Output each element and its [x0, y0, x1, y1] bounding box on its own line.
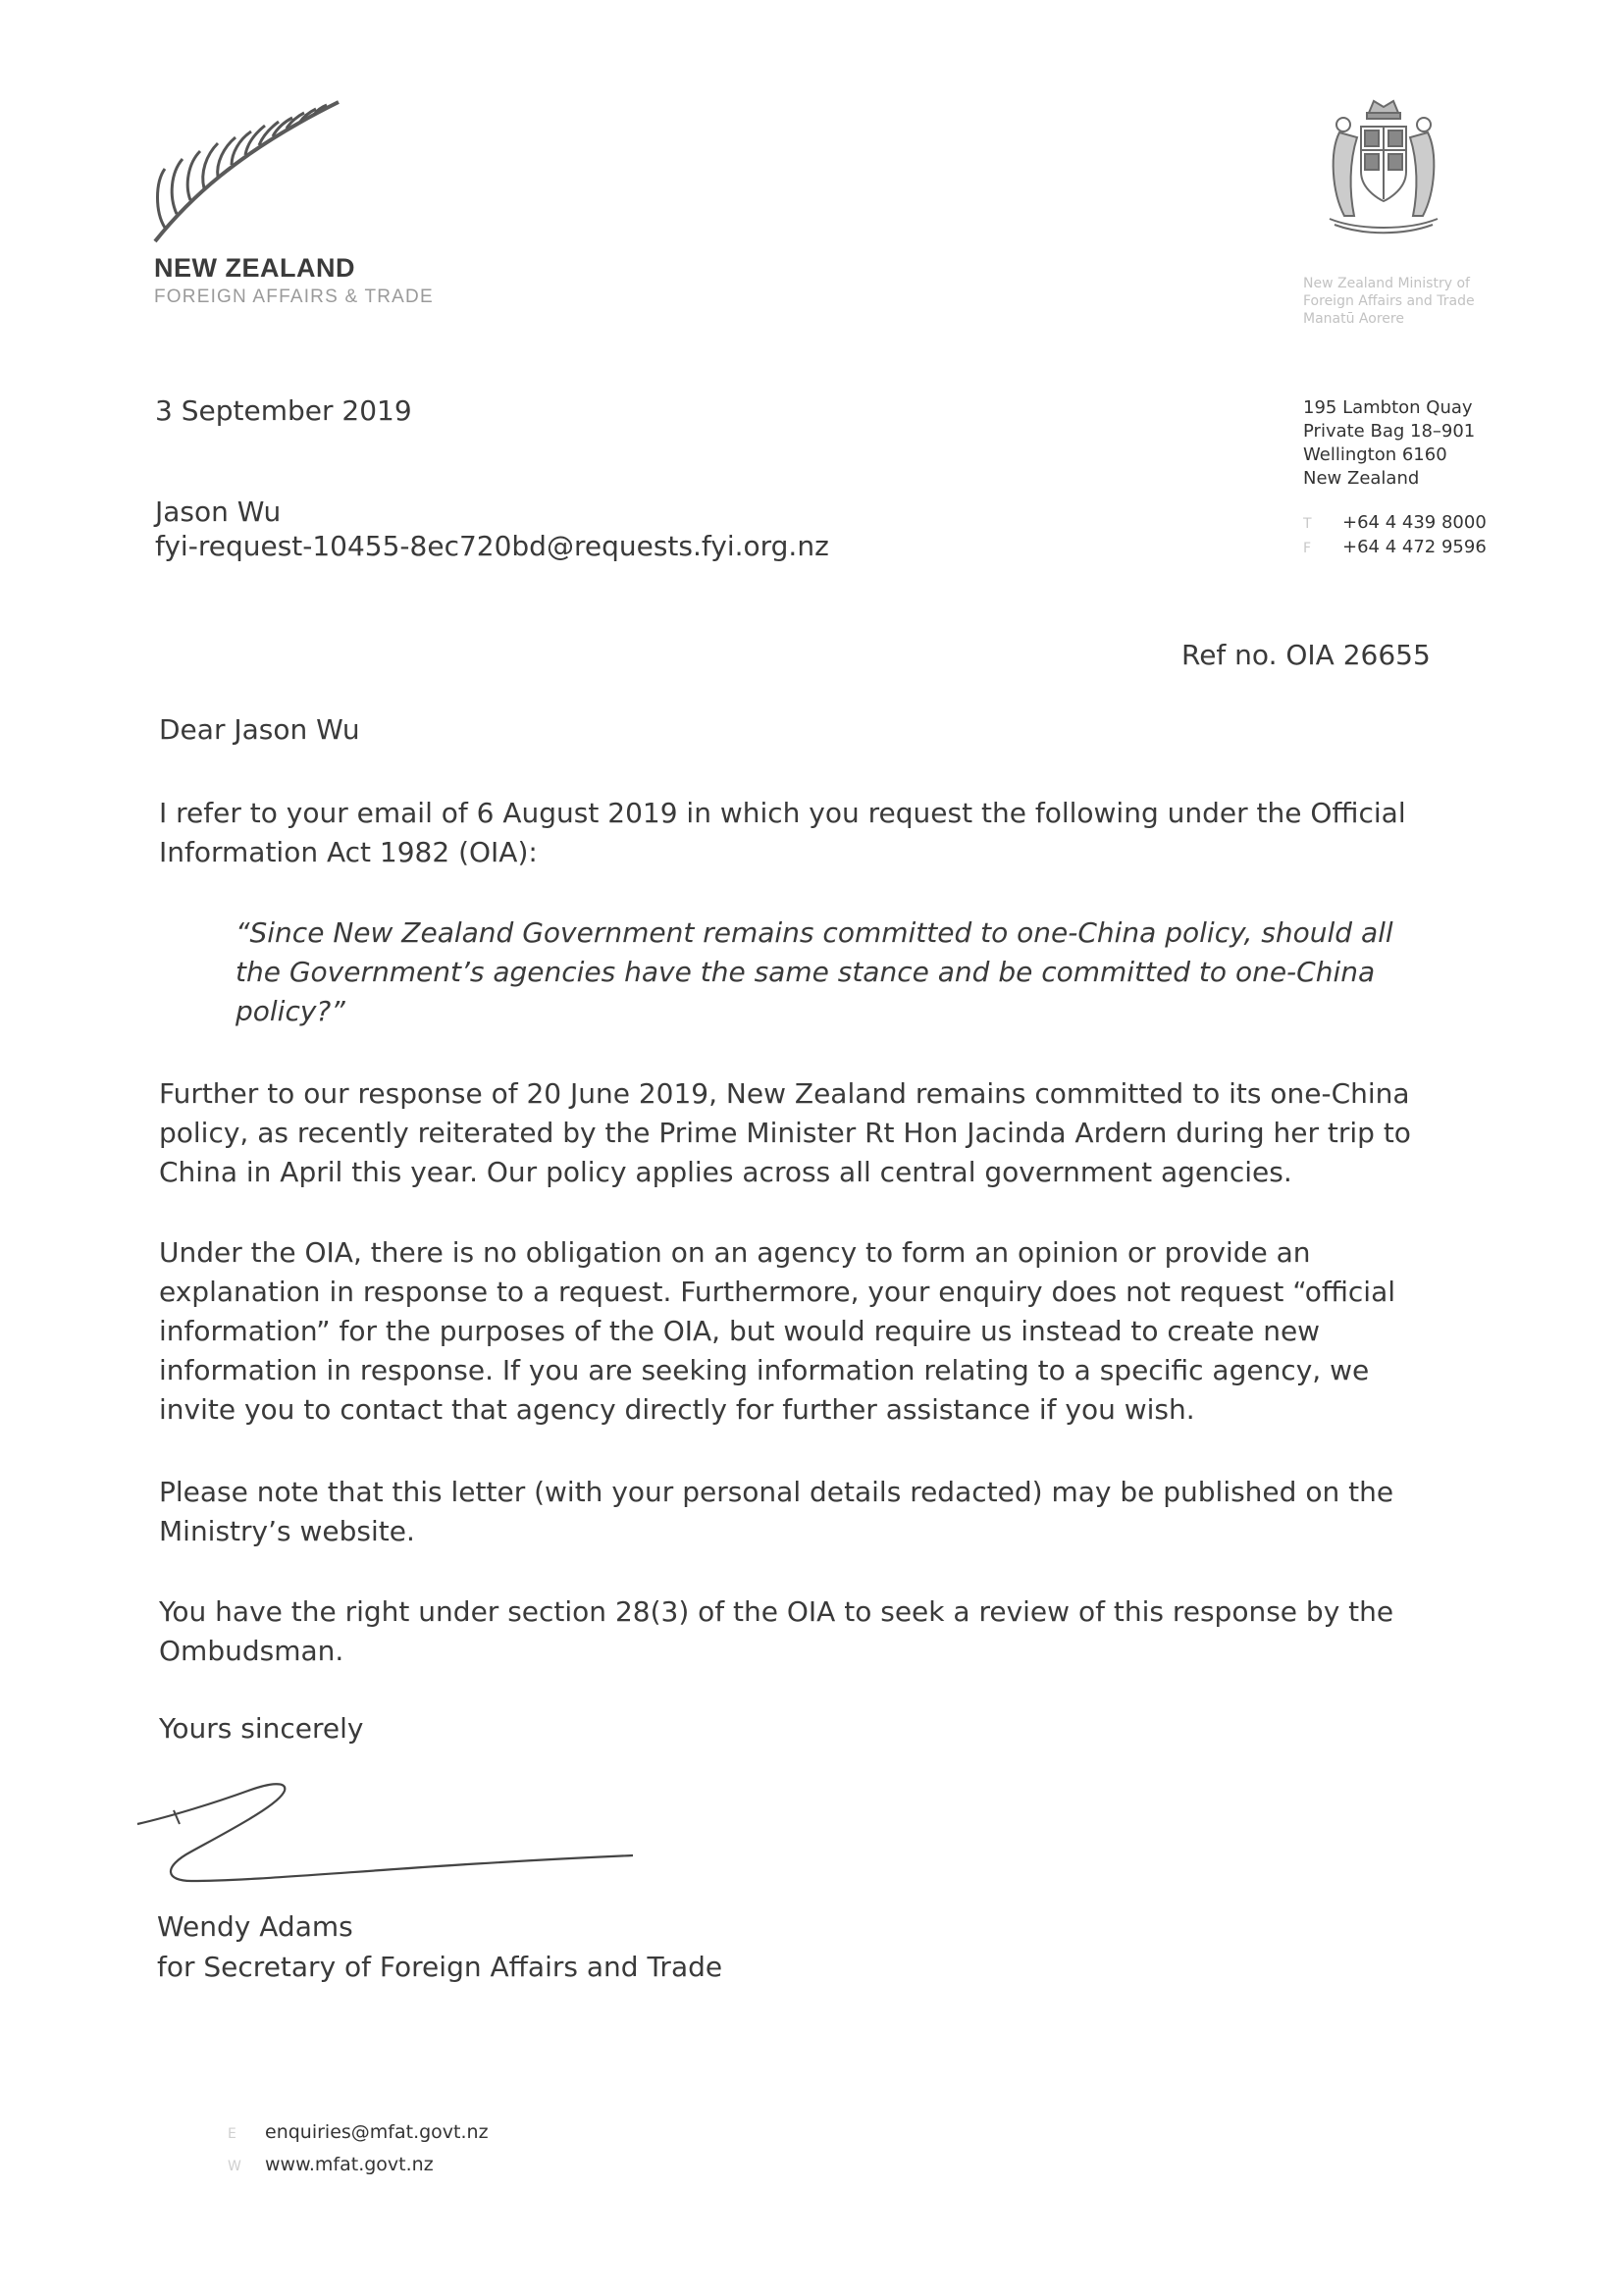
web-label: W [228, 2159, 241, 2174]
fern-logo-icon [147, 94, 363, 251]
address-line: New Zealand [1303, 468, 1420, 489]
paragraph-oia: Under the OIA, there is no obligation on an agency to form an opinion or provide an explanation in response to a request. Furthermore, your enquiry does not request “official information” for the purposes of the OIA, but would require us instead to create new information in response. If you are seeking information relating to a specific agency, we invite you to contact that agency directly for further assistance if you wish. [159, 1236, 1395, 1426]
coat-of-arms-icon [1300, 93, 1467, 240]
signer-name: Wendy Adams [157, 1910, 353, 1943]
ministry-line: Foreign Affairs and Trade [1303, 293, 1475, 309]
signer-title: for Secretary of Foreign Affairs and Trade [157, 1951, 723, 1983]
signature [132, 1761, 643, 1894]
address-line: Wellington 6160 [1303, 444, 1447, 465]
email-label: E [228, 2126, 236, 2142]
paragraph-request: I refer to your email of 6 August 2019 in which you request the following under the Official Information Act 1982 (OIA): [159, 797, 1406, 868]
salutation: Dear Jason Wu [159, 713, 360, 746]
phone-number: +64 4 439 8000 [1342, 512, 1487, 533]
footer-contacts [228, 2117, 489, 2182]
paragraph-publication: Please note that this letter (with your personal details redacted) may be published on the Ministry’s website. [159, 1476, 1394, 1547]
contact-block [1303, 511, 1487, 560]
letter-date: 3 September 2019 [155, 394, 412, 427]
reference-number: Ref no. OIA 26655 [1181, 639, 1431, 671]
quoted-request: “Since New Zealand Government remains committed to one-China policy, should all the Government’s agencies have the same stance and be committed to one-China policy?” [236, 916, 1393, 1027]
recipient-email: fyi-request-10455-8ec720bd@requests.fyi.org.nz [155, 530, 829, 562]
closing: Yours sincerely [159, 1712, 364, 1745]
org-subtitle: FOREIGN AFFAIRS & TRADE [154, 287, 434, 307]
address-block [1303, 396, 1475, 491]
paragraph-policy: Further to our response of 20 June 2019, New Zealand remains committed to its one-China policy, as recently reiterated by the Prime Minister Rt Hon Jacinda Ardern during her trip to China in April this year. Our policy applies across all central government agencies. [159, 1077, 1411, 1188]
footer-email: enquiries@mfat.govt.nz [265, 2121, 489, 2143]
ministry-name [1303, 275, 1475, 328]
ministry-line: New Zealand Ministry of [1303, 276, 1470, 291]
fax-number: +64 4 472 9596 [1342, 537, 1487, 557]
fax-label: F [1303, 541, 1312, 556]
address-line: 195 Lambton Quay [1303, 397, 1473, 418]
footer-website: www.mfat.govt.nz [265, 2154, 434, 2175]
recipient-name: Jason Wu [155, 496, 282, 528]
ministry-line: Manatū Aorere [1303, 311, 1404, 327]
phone-label: T [1303, 516, 1312, 532]
address-line: Private Bag 18–901 [1303, 421, 1476, 442]
paragraph-review-right: You have the right under section 28(3) of the OIA to seek a review of this response by the Ombudsman. [159, 1595, 1394, 1667]
org-name: NEW ZEALAND [154, 253, 355, 283]
